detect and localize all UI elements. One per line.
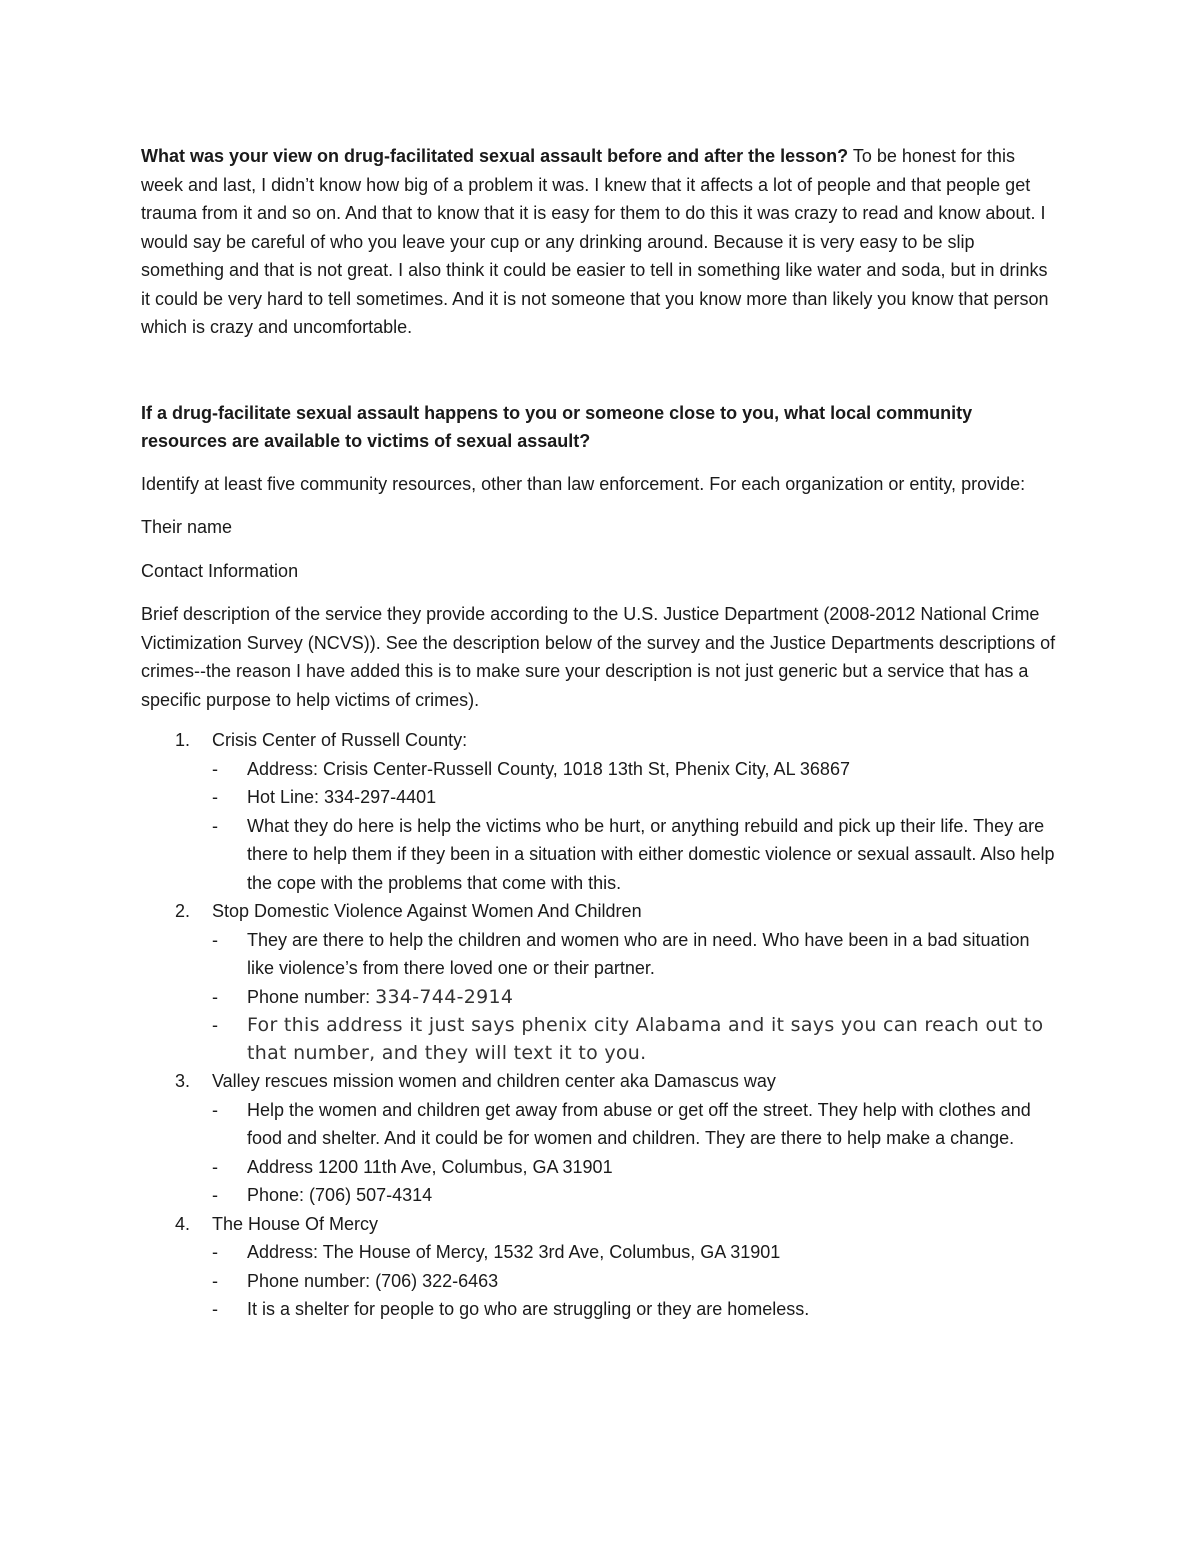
resource-number: 2.	[175, 901, 191, 921]
address-note: For this address it just says phenix city Alabama and it says you can reach out to that number, and they will text it to you.	[247, 1014, 1044, 1064]
resource-name: Crisis Center of Russell County:	[212, 730, 468, 750]
requirement-description: Brief description of the service they provide according to the U.S. Justice Department (2008-2012 National Crime Victimization Survey (NCVS)). See the description below of the survey and the Justice Departments descriptions of crimes--the reason I have added this is to make sure your description is not just generic but a service that has a specific purpose to help victims of crimes).	[141, 604, 1056, 710]
resource-details	[212, 1096, 1061, 1210]
dash-bullet: -	[212, 929, 218, 950]
dash-bullet: -	[212, 787, 218, 807]
detail-item	[212, 1238, 1061, 1267]
resource-item	[141, 897, 1061, 1067]
resource-details	[212, 1238, 1061, 1324]
resource-item	[141, 726, 1061, 897]
question-1-answer: To be honest for this week and last, I didn’t know how big of a problem it was. I knew that it affects a lot of people and that people get trauma from it and so on. And that to know that it is easy for them to do this it was crazy to read and know about. I would say be careful of who you leave your cup or any drinking around. Because it is very easy to be slip something and that is not great. I also think it could be easier to tell in something like water and soda, but in drinks it could be very hard to tell sometimes. And it is not someone that you know more than likely you know that person which is crazy and uncomfortable.	[141, 146, 1049, 337]
detail-item	[212, 1153, 1061, 1182]
dash-bullet: -	[212, 815, 218, 836]
detail-text: It is a shelter for people to go who are struggling or they are homeless.	[247, 1299, 810, 1319]
dash-bullet: -	[212, 1185, 218, 1205]
detail-text: Help the women and children get away from abuse or get off the street. They help with clothes and food and shelter. And it could be for women and children. They are there to help make a change.	[247, 1099, 1031, 1148]
detail-item	[212, 812, 1061, 898]
detail-item	[212, 1295, 1061, 1324]
detail-text: Phone: (706) 507-4314	[247, 1185, 433, 1205]
dash-bullet: -	[212, 986, 218, 1007]
phone-label: Phone number:	[247, 986, 376, 1007]
dash-bullet: -	[212, 1015, 218, 1035]
detail-item	[212, 1011, 1061, 1067]
question-1-heading: What was your view on drug-facilitated sexual assault before and after the lesson?	[141, 146, 849, 166]
resource-item	[141, 1067, 1061, 1210]
detail-item	[212, 983, 1061, 1012]
detail-text: Phone number: (706) 322-6463	[247, 1270, 499, 1291]
resource-number: 1.	[175, 730, 191, 750]
requirement-name: Their name	[141, 517, 233, 537]
dash-bullet: -	[212, 1299, 218, 1319]
question-1-paragraph	[141, 142, 1061, 342]
detail-item	[212, 755, 1061, 784]
resource-details	[212, 926, 1061, 1068]
resource-name: Valley rescues mission women and children center aka Damascus way	[212, 1071, 776, 1091]
resource-name: Stop Domestic Violence Against Women And Children	[212, 901, 642, 921]
detail-text: What they do here is help the victims who be hurt, or anything rebuild and pick up their life. They are there to help them if they been in a situation with either domestic violence or sexual assault. Also help the cope with the problems that come with this.	[247, 815, 1055, 893]
detail-item	[212, 1096, 1061, 1153]
detail-item	[212, 1267, 1061, 1296]
resource-details	[212, 755, 1061, 898]
dash-bullet: -	[212, 1099, 218, 1120]
detail-item	[212, 926, 1061, 983]
detail-text: Hot Line: 334-297-4401	[247, 787, 437, 807]
detail-text: Address 1200 11th Ave, Columbus, GA 31901	[247, 1156, 613, 1177]
dash-bullet: -	[212, 1242, 218, 1262]
dash-bullet: -	[212, 1270, 218, 1291]
detail-text: Address: The House of Mercy, 1532 3rd Ave, Columbus, GA 31901	[247, 1242, 781, 1262]
document-page	[141, 142, 1061, 1324]
resource-number: 4.	[175, 1213, 191, 1234]
detail-text: They are there to help the children and women who are in need. Who have been in a bad situation like violence’s from there loved one or their partner.	[247, 929, 1030, 978]
detail-item	[212, 783, 1061, 812]
dash-bullet: -	[212, 1156, 218, 1177]
resource-item	[141, 1210, 1061, 1324]
phone-value: 334-744-2914	[375, 985, 514, 1008]
instruction-paragraph: Identify at least five community resources, other than law enforcement. For each organization or entity, provide:	[141, 473, 1026, 494]
resource-number: 3.	[175, 1071, 191, 1091]
detail-text: Address: Crisis Center-Russell County, 1018 13th St, Phenix City, AL 36867	[247, 758, 850, 779]
requirement-contact: Contact Information	[141, 560, 299, 581]
resource-name: The House Of Mercy	[212, 1213, 379, 1234]
detail-item	[212, 1181, 1061, 1210]
dash-bullet: -	[212, 758, 218, 779]
question-2-heading: If a drug-facilitate sexual assault happens to you or someone close to you, what local community resources are available to victims of sexual assault?	[141, 402, 973, 451]
resource-list	[141, 726, 1061, 1324]
